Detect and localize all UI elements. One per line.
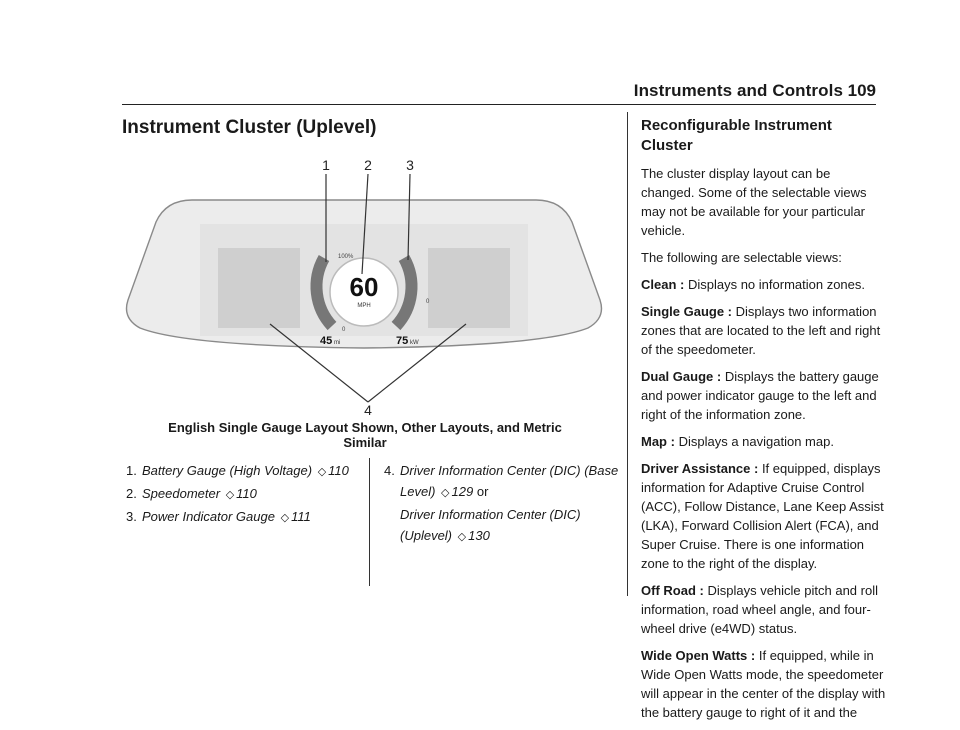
view-desc: Displays no information zones. (687, 277, 865, 292)
callout-1: 1 (322, 157, 330, 173)
view-term: Single Gauge : (641, 304, 733, 319)
view-term: Clean : (641, 277, 685, 292)
cross-ref-link[interactable]: Power Indicator Gauge (142, 509, 275, 524)
section-title: Instruments and Controls (633, 81, 843, 100)
view-term: Off Road : (641, 583, 704, 598)
left-info-zone (218, 248, 300, 328)
power-unit: kW (410, 340, 419, 346)
cluster-illustration (122, 150, 606, 415)
view-entry (641, 459, 886, 573)
view-term: Dual Gauge : (641, 369, 722, 384)
header-rule (122, 104, 876, 105)
list-number: 4. (384, 463, 395, 478)
section-heading: Instrument Cluster (Uplevel) (122, 117, 377, 138)
intro-paragraph: The cluster display layout can be changed. Some of the selectable views may not be available for your particular vehicle. (641, 166, 867, 238)
right-column (641, 116, 886, 730)
page-ref[interactable]: 130 (468, 528, 490, 543)
battery-percent-label: 100% (338, 254, 354, 260)
cross-ref-link[interactable]: Speedometer (142, 486, 221, 501)
list-number: 3. (126, 509, 137, 524)
range-value: 45 (320, 335, 333, 347)
page-number: 109 (847, 81, 876, 100)
subsection-heading: Reconfigurable Instrument Cluster (641, 117, 832, 154)
instrument-cluster-figure (122, 150, 606, 415)
list-column-divider (369, 458, 370, 586)
view-desc: If equipped, displays information for Adaptive Cruise Control (ACC), Follow Distance, Lane Keep Assist (LKA), Forward Collision Alert (FCA), and Super Cruise. There is one information zone to the right of the display. (641, 461, 884, 571)
list-number: 2. (126, 486, 137, 501)
view-desc: Displays the battery gauge and power indicator gauge to the left and right of the information zone. (641, 369, 879, 422)
page-ref[interactable]: 111 (291, 509, 311, 524)
column-divider (627, 112, 628, 596)
page-ref-icon: ◇ (457, 531, 467, 543)
callout-2: 2 (364, 157, 372, 173)
view-entry (641, 646, 886, 722)
page-ref-icon: ◇ (225, 489, 235, 501)
cross-ref-link[interactable]: Driver Information Center (DIC) (Uplevel) (400, 507, 581, 543)
lead-paragraph: The following are selectable views: (641, 250, 842, 265)
figure-caption: English Single Gauge Layout Shown, Other Layouts, and Metric Similar (168, 420, 562, 450)
view-desc: If equipped, while in Wide Open Watts mode, the speedometer will appear in the center of the display with the battery gauge to right of it and the (641, 648, 886, 720)
list-item (384, 460, 624, 548)
list-number: 1. (126, 463, 137, 478)
cross-ref-link[interactable]: Driver Information Center (DIC) (Base Level) (400, 463, 619, 499)
callout-4: 4 (364, 402, 372, 415)
speed-unit: MPH (357, 303, 371, 309)
view-desc: Displays a navigation map. (678, 434, 834, 449)
list-item (126, 483, 356, 506)
list-item (126, 506, 356, 529)
callout-list-right (384, 460, 624, 548)
view-entry (641, 275, 886, 294)
callout-list-left (126, 460, 356, 529)
range-unit: mi (334, 340, 341, 346)
page-ref[interactable]: 110 (236, 486, 257, 501)
page-header (0, 0, 960, 108)
view-entry (641, 367, 886, 424)
view-entry (641, 581, 886, 638)
view-term: Wide Open Watts : (641, 648, 756, 663)
callout-3: 3 (406, 157, 414, 173)
power-zero-label: 0 (426, 299, 430, 305)
list-item (126, 460, 356, 483)
or-word: or (476, 484, 489, 499)
right-info-zone (428, 248, 510, 328)
battery-zero-label: 0 (342, 327, 346, 333)
view-desc: Displays two information zones that are located to the left and right of the speedometer. (641, 304, 881, 357)
view-term: Driver Assistance : (641, 461, 759, 476)
page-ref-icon: ◇ (280, 512, 290, 524)
view-entry (641, 302, 886, 359)
page-ref-icon: ◇ (317, 466, 327, 478)
power-value: 75 (396, 335, 409, 347)
view-desc: Displays vehicle pitch and roll information, road wheel angle, and four-wheel drive (e4WD) status. (641, 583, 878, 636)
page-ref[interactable]: 129 (451, 484, 474, 499)
page-ref[interactable]: 110 (328, 463, 349, 478)
cross-ref-link[interactable]: Battery Gauge (High Voltage) (142, 463, 313, 478)
view-term: Map : (641, 434, 675, 449)
page-ref-icon: ◇ (441, 487, 450, 499)
view-entry (641, 432, 886, 451)
speed-value: 60 (349, 272, 379, 302)
